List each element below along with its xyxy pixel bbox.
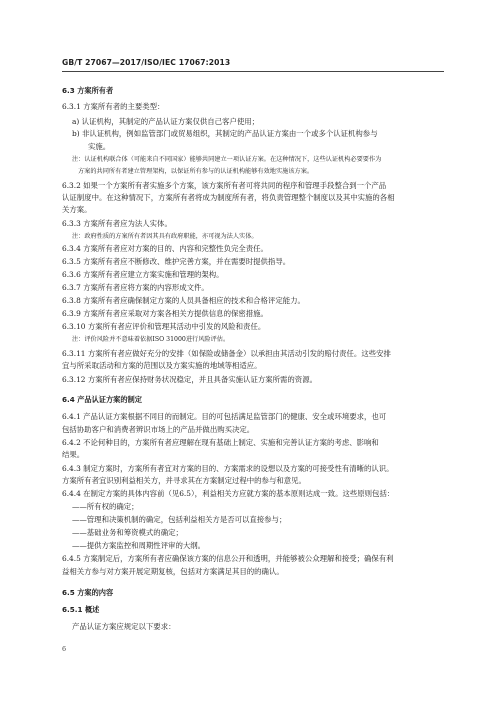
standard-header: GB/T 27067—2017/ISO/IEC 17067:2013 (62, 58, 231, 67)
section-heading: 6.3 方案所有者 (62, 86, 114, 95)
note-text: 注：认证机构联合体（可能来自不同国家）能够共同建立一项认证方案。在这种情况下，这些认证机构必要要作为 (72, 156, 382, 163)
body-text-line: 6.4.2 不论何种目的，方案所有者应理解在现有基础上制定、实施和完善认证方案的考虑、影响和 (62, 438, 379, 447)
body-text-line: 6.4.5 方案制定后，方案所有者应确保该方案的信息公开和透明，并能够被公众理解和接受；确保有利 (62, 554, 394, 563)
body-text-line: 宜与所采取活动和方案的范围以及方案实施的地域等相适应。 (62, 361, 262, 370)
body-text-line: 结果。 (62, 450, 85, 459)
body-text-line: 6.4.3 制定方案时，方案所有者宜对方案的目的、方案需求的设想以及方案的可接受性有清晰的认识。 (62, 464, 394, 473)
body-text-line: ——基础业务和筹资模式的确定； (72, 528, 183, 537)
body-text-line: 6.4.4 在制定方案的具体内容前（见6.5），利益相关方应就方案的基本原则达成一致。这些原则包括： (62, 489, 395, 498)
note-text: 方案的共同所有者建立管理架构，以保证所有参与的认证机构能够有效地实施该方案。 (78, 168, 314, 175)
body-text-line: 6.3.3 方案所有者应为法人实体。 (62, 219, 172, 228)
body-text-line: 6.3.1 方案所有者的主要类型： (62, 102, 165, 111)
note-text: 注：评价风险并不意味着依据ISO 31000进行风险评估。 (72, 336, 230, 343)
section-heading: 6.5.1 概述 (62, 605, 100, 614)
body-text-line: ——提供方案监控和周期性评审的大纲。 (72, 541, 206, 550)
body-text-line: b) 非认证机构，例如监管部门或贸易组织，其制定的产品认证方案由一个或多个认证机构参与 (72, 129, 378, 138)
body-text-line: 实施。 (88, 142, 111, 151)
body-text-line: 6.3.11 方案所有者应做好充分的安排（如保险或储备金）以承担由其活动引发的赔付责任。这些安排 (62, 349, 391, 358)
body-text-line: 认证制度中。在这种情况下，方案所有者将成为制度所有者，将负责管理整个制度以及其中实施的各相 (62, 193, 395, 202)
body-text-line: 方案所有者宜识别利益相关方，并寻求其在方案制定过程中的参与和意见。 (62, 476, 306, 485)
note-text: 注：政府性质的方案所有者因其具有政府职能，亦可视为法人实体。 (72, 233, 258, 240)
body-text-line: a) 认证机构，其制定的产品认证方案仅供自己客户使用； (72, 117, 260, 126)
body-text-line: 6.3.10 方案所有者应评价和管理其活动中引发的风险和责任。 (62, 322, 266, 331)
section-heading: 6.4 产品认证方案的制定 (62, 395, 142, 404)
section-heading: 6.5 方案的内容 (62, 588, 114, 597)
body-text-line: 关方案。 (62, 205, 92, 214)
body-text-line: 6.3.2 如果一个方案所有者实施多个方案，该方案所有者可将共同的程序和管理手段整合到一个产品 (62, 181, 387, 190)
body-text-line: 6.3.8 方案所有者应确保制定方案的人员具备相应的技术和合格评定能力。 (62, 296, 305, 305)
body-text-line: 6.3.12 方案所有者应保持财务状况稳定，并且具备实施认证方案所需的资源。 (62, 375, 317, 384)
body-text-line: 6.4.1 产品认证方案根据不同目的而制定。目的可包括满足监管部门的健康、安全或环境要求，也可 (62, 412, 387, 421)
body-text-line: 6.3.7 方案所有者应将方案的内容形成文件。 (62, 283, 209, 292)
body-text-line: ——所有权的确定； (72, 502, 139, 511)
body-text-line: ——管理和决策机制的确定，包括利益相关方是否可以直接参与； (72, 515, 287, 524)
header-rule (62, 71, 444, 72)
body-text-line: 6.3.5 方案所有者应不断修改、维护完善方案，并在需要时提供指导。 (62, 257, 291, 266)
body-text-line: 6.3.6 方案所有者应建立方案实施和管理的架构。 (62, 270, 224, 279)
body-text-line: 益相关方参与对方案开展定期复核，包括对方案满足其目的的确认。 (62, 567, 284, 576)
body-text-line: 6.3.4 方案所有者应对方案的目的、内容和完整性负完全责任。 (62, 244, 268, 253)
page-number: 6 (62, 645, 67, 653)
body-text-line: 6.3.9 方案所有者应采取对方案各相关方提供信息的保密措施。 (62, 309, 268, 318)
body-text-line: 包括协助客户和消费者辨识市场上的产品并做出购买决定。 (62, 425, 255, 434)
body-text-line: 产品认证方案应规定以下要求： (72, 622, 176, 631)
